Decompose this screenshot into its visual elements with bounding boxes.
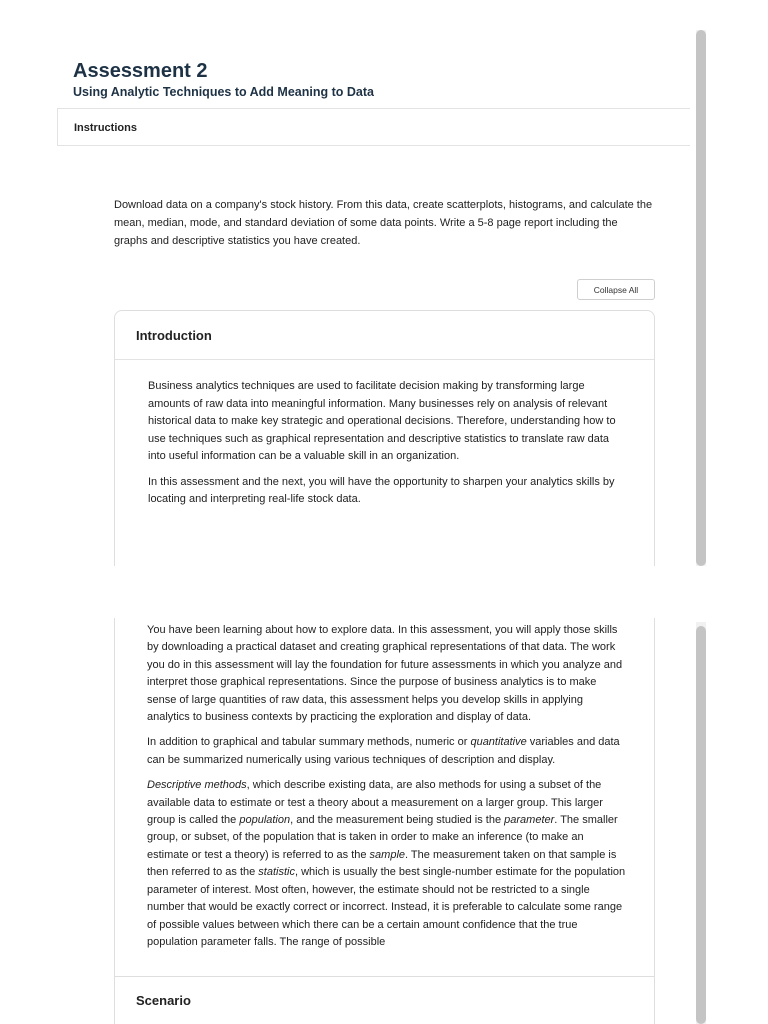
introduction-continued [147, 622, 627, 959]
continued-paragraph-2: In addition to graphical and tabular summary methods, numeric or quantitative variables and data can be summarized numerically using various techniques of description and display. [147, 736, 620, 766]
card-border-right [654, 618, 655, 1024]
scrollbar-thumb-top[interactable] [696, 30, 706, 566]
scrollbar-thumb-bottom[interactable] [696, 626, 706, 1024]
introduction-card-body [148, 378, 618, 517]
introduction-card-header[interactable] [115, 311, 654, 360]
introduction-paragraph-1: Business analytics techniques are used to facilitate decision making by transforming large amounts of raw data into meaningful information. Many businesses rely on analysis of relevant historical data to make key strategic and operational decisions. Therefore, understanding how to use techniques such as graphical representation and descriptive statistics to translate raw data into useful information can be a valuable skill in an organization. [148, 380, 616, 462]
bottom-panel [0, 618, 768, 1024]
tab-instructions[interactable]: Instructions [74, 122, 137, 134]
assessment-summary: Download data on a company's stock history. From this data, create scatterplots, histograms, and calculate the mean, median, mode, and standard deviation of some data points. Write a 5-8 page report including the graphs and descriptive statistics you have created. [114, 199, 653, 247]
continued-paragraph-1: You have been learning about how to explore data. In this assessment, you will apply those skills by downloading a practical dataset and creating graphical representations of that data. The work you do in this assessment will lay the foundation for future assessments in which you analyze and interpret those graphical representations. Since the purpose of business analytics is to make sense of large quantities of raw data, this assessment helps you develop skills in applying analytics to business contexts by practicing the exploration and display of data. [147, 624, 623, 724]
scrollbar-top[interactable] [696, 30, 706, 566]
continued-paragraph-3: Descriptive methods, which describe existing data, are also methods for using a subset of the available data to estimate or test a theory about a measurement on a larger group. This larger group is called the population, and the measurement being studied is the parameter. The smaller group, or subset, of the population that is taken in order to make an inference (to make an estimate or test a theory) is referred to as the sample. The measurement taken on that sample is then referred to as the statistic, which is usually the best single-number estimate for the population parameter of interest. Most often, however, the estimate should not be restricted to a single number that would be exactly correct or incorrect. Instead, it is preferable to calculate some range of possible values between which there can be a certain amount confidence that the true population parameter falls. The range of possible [147, 779, 626, 948]
introduction-card-title: Introduction [136, 328, 212, 343]
card-border-left [114, 618, 115, 1024]
introduction-card [114, 310, 655, 566]
scrollbar-bottom[interactable] [696, 622, 706, 1024]
scenario-card-header[interactable] [114, 976, 655, 1024]
introduction-paragraph-2: In this assessment and the next, you will have the opportunity to sharpen your analytics skills by locating and interpreting real-life stock data. [148, 475, 615, 505]
tab-bar [57, 108, 690, 146]
collapse-all-button[interactable]: Collapse All [577, 279, 655, 300]
page-title: Assessment 2 [73, 60, 208, 82]
page-subtitle: Using Analytic Techniques to Add Meaning to Data [73, 85, 374, 99]
scenario-card-title: Scenario [136, 993, 191, 1008]
